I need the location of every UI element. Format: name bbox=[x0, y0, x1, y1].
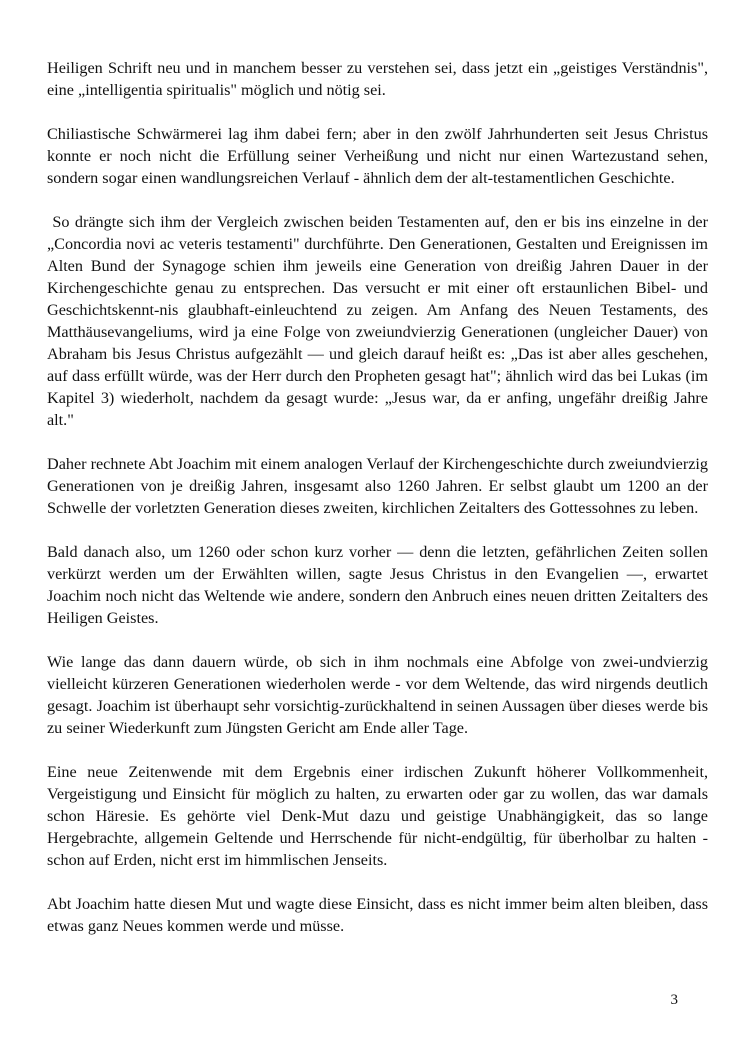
paragraph-7: Eine neue Zeitenwende mit dem Ergebnis einer irdischen Zukunft höherer Vollkommenheit, Vergeistigung und Einsicht für möglich zu halten, zu erwarten oder gar zu wollen, das war damals schon Häresie. Es gehörte viel Denk-Mut dazu und geistige Unabhängigkeit, das so lange Hergebrachte, allgemein Geltende und Herrschende für nicht-endgültig, für überholbar zu halten - schon auf Erden, nicht erst im himmlischen Jenseits. bbox=[47, 763, 708, 869]
paragraph-2: Chiliastische Schwärmerei lag ihm dabei fern; aber in den zwölf Jahrhunderten seit Jesus Christus konnte er noch nicht die Erfüllung seiner Verheißung und nicht nur einen Wartezustand sehen, sondern sogar einen wandlungsreichen Verlauf - ähnlich dem der alt-testamentlichen Geschichte. bbox=[47, 125, 708, 187]
document-page-body bbox=[47, 57, 708, 959]
paragraph-6: Wie lange das dann dauern würde, ob sich in ihm nochmals eine Abfolge von zwei-undvierzig vielleicht kürzeren Generationen wiederholen werde - vor dem Weltende, das wird nirgends deutlich gesagt. Joachim ist überhaupt sehr vorsichtig-zurückhaltend in seinen Aussagen über dieses werde bis zu seiner Wiederkunft zum Jüngsten Gericht am Ende aller Tage. bbox=[47, 653, 708, 737]
paragraph-5: Bald danach also, um 1260 oder schon kurz vorher — denn die letzten, gefährlichen Zeiten sollen verkürzt werden um der Erwählten willen, sagte Jesus Christus in den Evangelien —, erwartet Joachim noch nicht das Weltende wie andere, sondern den Anbruch eines neuen dritten Zeitalters des Heiligen Geistes. bbox=[47, 543, 708, 627]
page-number: 3 bbox=[670, 992, 678, 1008]
paragraph-3: So drängte sich ihm der Vergleich zwischen beiden Testamenten auf, den er bis ins einzelne in der „Concordia novi ac veteris testamenti" durchführte. Den Generationen, Gestalten und Ereignissen im Alten Bund der Synagoge schien ihm jeweils eine Generation von dreißig Jahren Dauer in der Kirchengeschichte genau zu entsprechen. Das versucht er mit einer oft erstaunlichen Bibel- und Geschichtskennt-nis glaubhaft-einleuchtend zu zeigen. Am Anfang des Neuen Testaments, des Matthäusevangeliums, wird ja eine Folge von zweiundvierzig Generationen (ungleicher Dauer) von Abraham bis Jesus Christus aufgezählt — und gleich darauf heißt es: „Das ist aber alles geschehen, auf dass erfüllt würde, was der Herr durch den Propheten gesagt hat"; ähnlich wird das bei Lukas (im Kapitel 3) wiederholt, nachdem da gesagt wurde: „Jesus war, da er anfing, ungefähr dreißig Jahre alt." bbox=[47, 213, 708, 429]
paragraph-1: Heiligen Schrift neu und in manchem besser zu verstehen sei, dass jetzt ein „geistiges Verständnis", eine „intelligentia spiritualis" möglich und nötig sei. bbox=[47, 59, 708, 99]
paragraph-4: Daher rechnete Abt Joachim mit einem analogen Verlauf der Kirchengeschichte durch zweiundvierzig Generationen von je dreißig Jahren, insgesamt also 1260 Jahren. Er selbst glaubt um 1200 an der Schwelle der vorletzten Generation dieses zweiten, kirchlichen Zeitalters des Gottessohnes zu leben. bbox=[47, 455, 708, 517]
paragraph-8: Abt Joachim hatte diesen Mut und wagte diese Einsicht, dass es nicht immer beim alten bleiben, dass etwas ganz Neues kommen werde und müsse. bbox=[47, 895, 708, 935]
